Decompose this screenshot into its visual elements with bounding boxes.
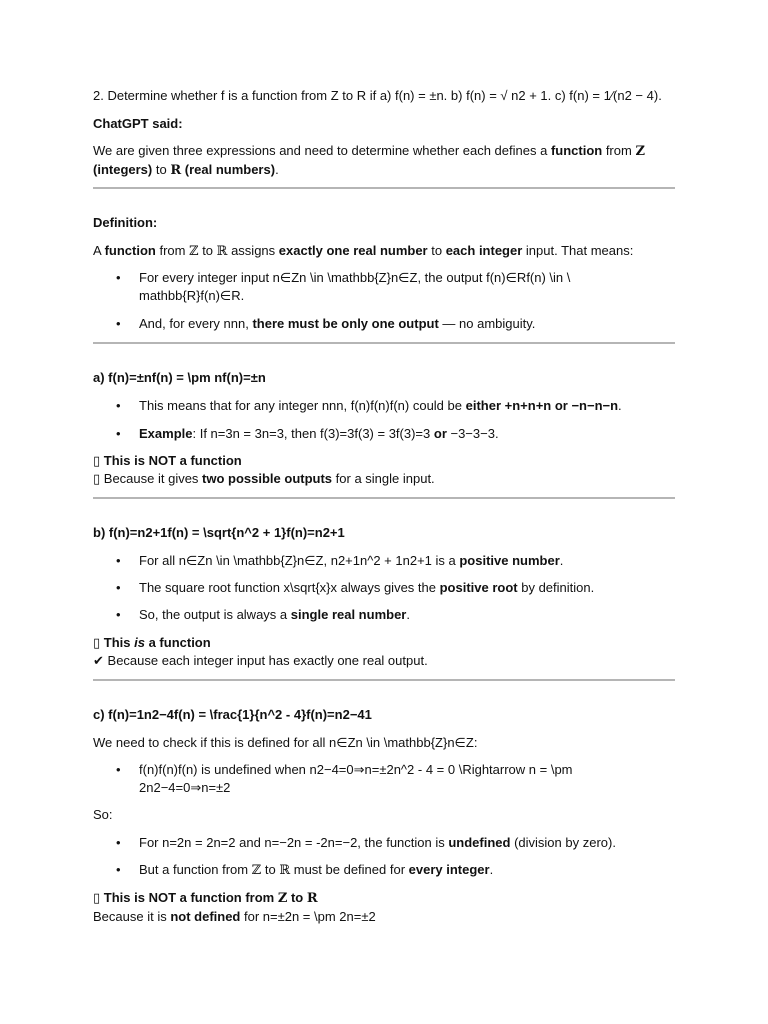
section-divider [93,342,675,344]
part-c-heading: c) f(n)=1n2−4f(n) = \frac{1}{n^2 - 4}f(n)=n2−41 [93,707,372,722]
missing-glyph-icon: ▯ [93,453,101,468]
part-c-verdict: ▯ This is NOT a function from 𝐙 to 𝐑 Because it is not defined for n=±2n = \pm 2n=±2 [93,890,376,924]
list-item: • For every integer input n∈Zn \in \mathbb{Z}n∈Z, the output f(n)∈Rf(n) \in \ mathbb{R}f(n)∈R. [139,269,589,305]
list-item: • And, for every nnn, there must be only one output — no ambiguity. [139,315,659,333]
part-a-verdict: ▯ This is NOT a function ▯ Because it gives two possible outputs for a single input. [93,453,435,486]
intro-paragraph: We are given three expressions and need to determine whether each defines a function from 𝐙 (integers) to 𝐑 (real numbers). [93,143,645,178]
definition-line: A function from ℤ to ℝ assigns exactly one real number to each integer input. That means: [93,243,634,259]
part-b-heading: b) f(n)=n2+1f(n) = \sqrt{n^2 + 1}f(n)=n2+1 [93,525,345,540]
section-divider [93,497,675,499]
list-item: • f(n)f(n)f(n) is undefined when n2−4=0⇒n=±2n^2 - 4 = 0 \Rightarrow n = \pm 2n2−4=0⇒n=±2 [139,761,589,797]
list-item: • The square root function x\sqrt{x}x always gives the positive root by definition. [139,579,659,597]
list-item: • For n=2n = 2n=2 and n=−2n = -2n=−2, the function is undefined (division by zero). [139,834,659,852]
checkmark-icon: ✔ [93,653,104,668]
question-text: 2. Determine whether f is a function from Z to R if a) f(n) = ±n. b) f(n) = √ n2 + 1. c) f(n) = 1⁄(n2 − 4). [93,88,662,103]
missing-glyph-icon: ▯ [93,890,101,905]
list-item: • This means that for any integer nnn, f(n)f(n)f(n) could be either +n+n+n or −n−n−n. [139,397,659,415]
list-item: • But a function from ℤ to ℝ must be defined for every integer. [139,861,659,880]
list-item: • So, the output is always a single real number. [139,606,659,624]
part-c-check: We need to check if this is defined for all n∈Zn \in \mathbb{Z}n∈Z: [93,735,478,750]
section-divider [93,187,675,189]
missing-glyph-icon: ▯ [93,471,101,486]
so-label: So: [93,807,113,822]
section-divider [93,679,675,681]
part-b-verdict: ▯ This is a function ✔ Because each integer input has exactly one real output. [93,635,428,668]
definition-heading: Definition: [93,215,158,230]
missing-glyph-icon: ▯ [93,635,101,650]
part-a-heading: a) f(n)=±nf(n) = \pm nf(n)=±n [93,370,266,385]
speaker-label: ChatGPT said: [93,116,183,131]
list-item: • For all n∈Zn \in \mathbb{Z}n∈Z, n2+1n^2 + 1n2+1 is a positive number. [139,552,659,570]
list-item: • Example: If n=3n = 3n=3, then f(3)=3f(3) = 3f(3)=3 or −3−3−3. [139,425,659,443]
